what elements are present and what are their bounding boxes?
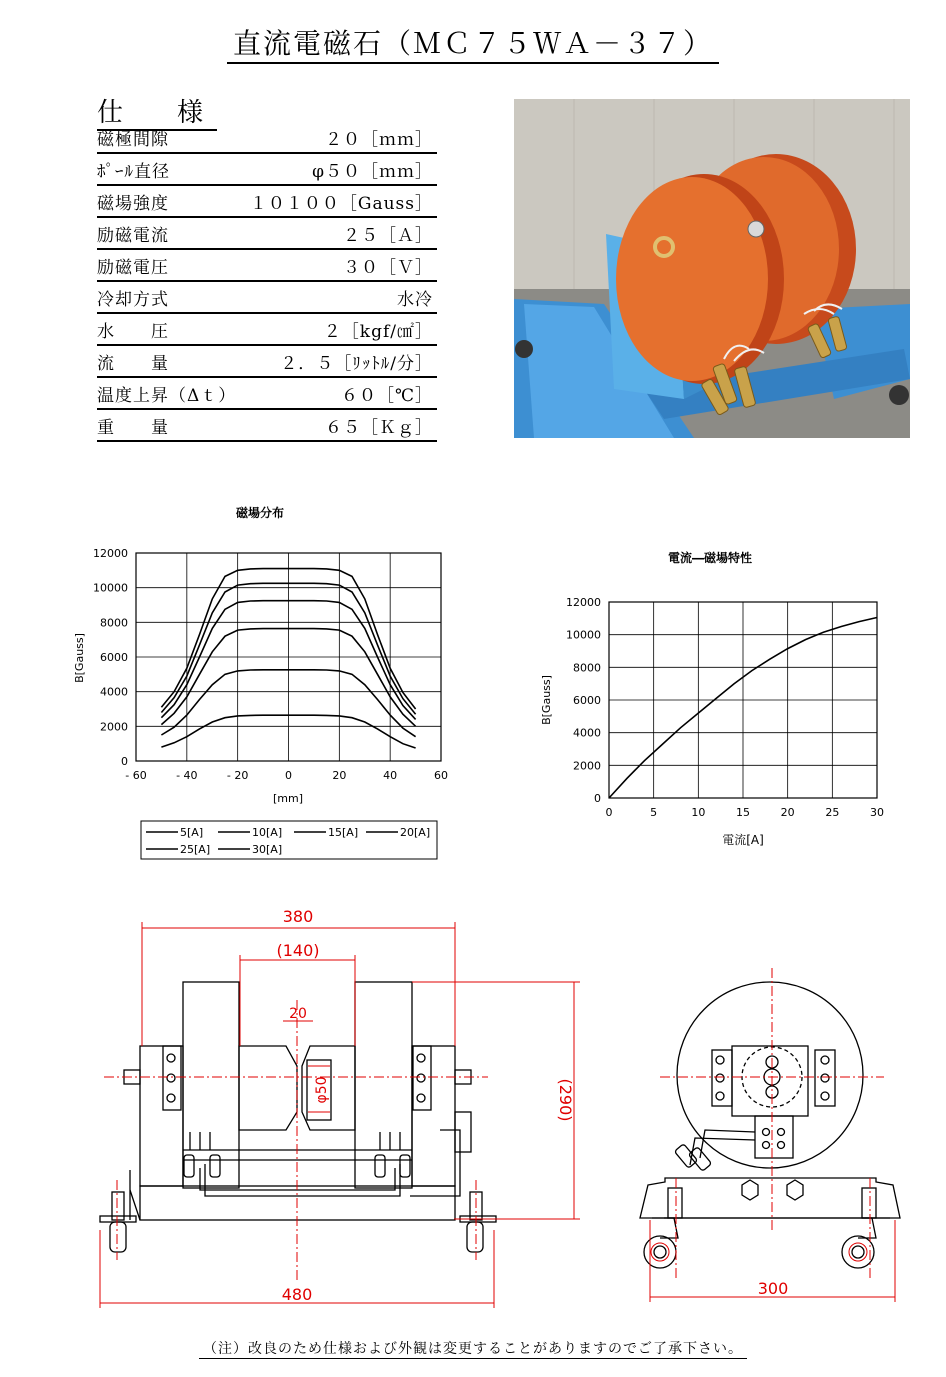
spec-key: 磁極間隙 [97,130,169,150]
spec-value: ２０［ｍｍ］ [325,130,433,150]
spec-key: 励磁電圧 [97,258,169,278]
spec-row [97,346,437,378]
spec-row [97,250,437,282]
dim-480: 480 [281,1285,313,1304]
spec-value: ６５［Ｋｇ］ [325,418,433,438]
chart1-xlabel: [mm] [272,792,304,805]
spec-key: ﾎﾟｰﾙ直径 [97,162,170,182]
y-tick-label: 0 [121,755,128,768]
y-tick-label: 4000 [573,726,601,740]
footnote-text: （注）改良のため仕様および外観は変更することがありますのでご了承下さい。 [199,1341,747,1359]
legend-label: 25[A] [180,843,211,856]
y-tick-label: 6000 [573,694,601,707]
x-tick-label: 5 [650,806,658,819]
dim-20: 20 [289,1006,307,1022]
spec-key: 流 量 [97,354,169,374]
x-tick-label: 10 [691,806,706,819]
page-title [0,22,946,62]
footnote [0,1338,946,1358]
x-tick-label: - 20 [226,769,249,782]
legend-label: 10[A] [252,826,283,839]
spec-value: １０１００［Gauss］ [249,194,433,214]
spec-heading: 仕 様 [97,92,217,131]
chart1-ylabel: B[Gauss] [73,633,86,683]
y-tick-label: 2000 [100,720,128,734]
spec-row [97,314,437,346]
spec-row [97,154,437,186]
y-tick-label: 10000 [566,628,601,642]
legend-label: 5[A] [180,826,204,839]
spec-row [97,410,437,442]
dim-140: (140) [276,941,320,960]
spec-key: 温度上昇（Δｔ） [97,386,237,406]
y-tick-label: 10000 [93,581,128,595]
x-tick-label: 15 [736,806,750,819]
spec-value: 水冷 [397,290,433,310]
title-text: 直流電磁石（ＭＣ７５ＷＡ－３７） [227,27,719,64]
dim-300: 300 [757,1279,789,1298]
spec-key: 磁場強度 [97,194,169,214]
x-tick-label: 30 [870,806,884,819]
spec-value: ２．５［ﾘｯﾄﾙ/分］ [280,354,433,374]
legend-label: 30[A] [252,843,283,856]
x-tick-label: 60 [434,769,448,782]
spec-key: 冷却方式 [97,290,169,310]
dim-380: 380 [282,907,314,926]
spec-value: ２５［Ａ］ [343,226,433,246]
x-tick-label: 20 [780,806,795,819]
spec-key: 重 量 [97,418,169,438]
y-tick-label: 12000 [93,547,128,560]
spec-row [97,218,437,250]
chart2-ylabel: B[Gauss] [540,675,553,725]
y-tick-label: 8000 [573,661,601,675]
spec-row [97,186,437,218]
legend-label: 20[A] [400,826,431,839]
spec-row [97,122,437,154]
y-tick-label: 8000 [100,616,128,630]
spec-row [97,282,437,314]
y-tick-label: 12000 [566,596,601,609]
chart2-title: 電流―磁場特性 [667,551,753,565]
dim-50: φ50 [314,1076,330,1104]
spec-value: ６０［℃］ [340,386,433,406]
x-tick-label: 20 [332,769,347,782]
spec-value: φ５０［ｍｍ］ [312,162,433,182]
legend-label: 15[A] [328,826,359,839]
x-tick-label: 40 [383,769,398,782]
field-distribution-chart [60,495,460,870]
spec-table [97,122,437,442]
chart2-xlabel: 電流[A] [722,833,764,847]
spec-value: ３０［Ｖ］ [343,258,433,278]
chart1-title: 磁場分布 [235,506,285,520]
dimension-drawing [0,900,946,1320]
y-tick-label: 6000 [100,651,128,664]
spec-value: ２［kgf/㎠］ [323,322,433,342]
front-view [100,982,496,1252]
spec-key: 励磁電流 [97,226,169,246]
spec-row [97,378,437,410]
x-tick-label: 0 [285,769,292,782]
x-tick-label: - 40 [176,769,198,782]
current-field-chart [530,540,910,860]
dim-290: (290) [556,1078,575,1122]
magnet-photo [514,99,910,438]
x-tick-label: - 60 [125,769,147,782]
y-tick-label: 0 [594,792,601,805]
side-view [640,982,900,1268]
x-tick-label: 0 [605,806,613,819]
y-tick-label: 2000 [573,759,601,773]
y-tick-label: 4000 [100,685,128,699]
x-tick-label: 25 [825,806,840,819]
spec-key: 水 圧 [97,322,169,342]
